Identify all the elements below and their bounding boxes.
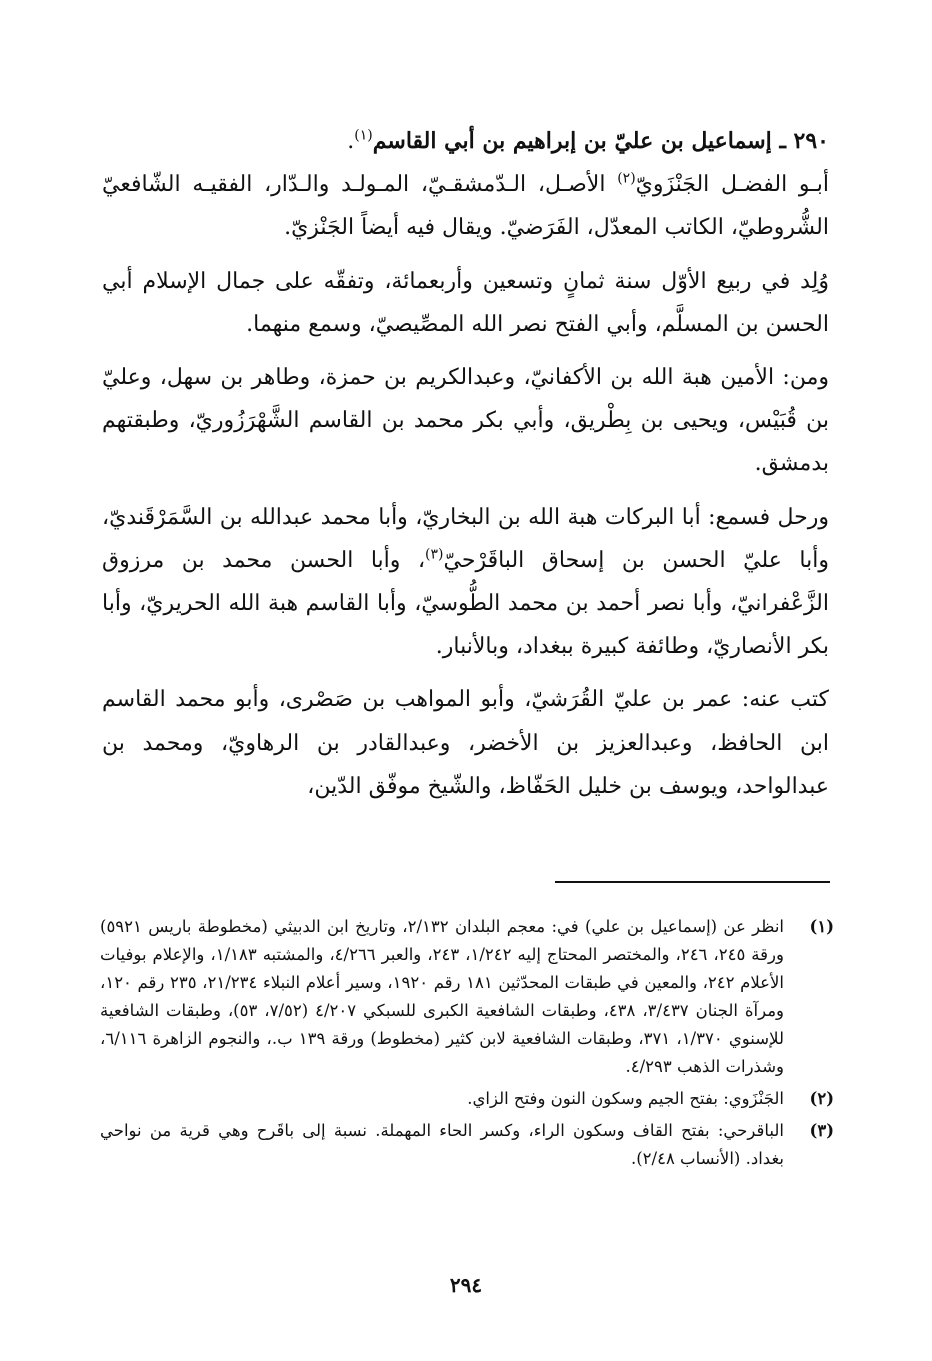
- paragraph-4: [102, 496, 829, 669]
- paragraph-1-rest: الأصـل، الـدّمشقـيّ، المـولـد والـدّار، الفقيـه الشّافعيّ الشُّروطيّ، الكاتب المعدّل، الفَرَضيّ. ويقال فيه أيضاً الجَنْزيّ.: [102, 172, 829, 241]
- footnote-text: الجَنْزَوي: بفتح الجيم وسكون النون وفتح الزاي.: [467, 1089, 784, 1108]
- footnote-2: [100, 1085, 834, 1113]
- page-number: ٢٩٤: [449, 1273, 483, 1297]
- footnote-1: [100, 913, 834, 1081]
- footnote-text: انظر عن (إسماعيل بن علي) في: معجم البلدان ٢/١٣٢، وتاريخ ابن الدبيثي (مخطوطة باريس ٥٩٢١) ورقة ٢٤٥، ٢٤٦، والمختصر المحتاج إليه ١/٢٤٢، ٢٤٣، والعبر ٤/٢٦٦، والمشتبه ١/١٨٣، والإعلام بوفيات الأعلام ٢٤٢، والمعين في طبقات المحدّثين ١٨١ رقم ١٩٢٠، وسير أعلام النبلاء ٢١/٢٣٤، ٢٣٥ رقم ١٢٠، ومرآة الجنان ٣/٤٣٧، ٤٣٨، وطبقات الشافعية الكبرى للسبكي ٤/٢٠٧ (٧/٥٢، ٥٣)، وطبقات الشافعية للإسنوي ١/٣٧٠، ٣٧١، وطبقات الشافعية لابن كثير (مخطوط) ورقة ١٣٩ ب.، والنجوم الزاهرة ٦/١١٦، وشذرات الذهب ٤/٢٩٣.: [100, 917, 785, 1076]
- footnote-ref-3: (٣): [425, 546, 444, 563]
- paragraph-4-rest: ، وأبا الحسن محمد بن مرزوق الزَّعْفرانيّ، وأبا نصر أحمد بن محمد الطُّوسيّ، وأبا القاسم هبة الله الحريريّ، وأبا بكر الأنصاريّ، وطائفة كبيرة ببغداد، وبالأنبار.: [102, 547, 829, 660]
- paragraph-4-start: ورحل فسمع: أبا البركات هبة الله بن البخاريّ، وأبا محمد عبدالله بن السَّمَرْقَنديّ، وأبا عليّ الحسن بن إسحاق الباقَرْحيّ: [102, 504, 829, 573]
- footnote-number: (٢): [809, 1089, 834, 1108]
- footnote-number: (١): [809, 917, 834, 936]
- paragraph-2: وُلِد في ربيع الأوّل سنة ثمانٍ وتسعين وأربعمائة، وتفقّه على جمال الإسلام أبي الحسن بن المسلَّم، وأبي الفتح نصر الله المصِّيصيّ، وسمع منهما.: [102, 268, 829, 337]
- footnote-ref-2: (٢): [617, 170, 636, 187]
- entry-title: ٢٩٠ ـ إسماعيل بن عليّ بن إبراهيم بن أبي القاسم: [372, 128, 829, 154]
- main-text: [102, 120, 829, 808]
- paragraph-1-start: أبـو الفضـل الجَنْزَويّ: [635, 172, 829, 198]
- entry-heading: [102, 120, 829, 163]
- paragraph-3: ومن: الأمين هبة الله بن الأكفانيّ، وعبدالكريم بن حمزة، وطاهر بن سهل، وعليّ بن قُبَيْس، ويحيى بن بِطْريق، وأبي بكر محمد بن القاسم الشَّهْرَزُوريّ، وطبقتهم بدمشق.: [102, 365, 829, 477]
- heading-end: .: [347, 129, 355, 154]
- footnotes: [100, 913, 834, 1177]
- footnote-ref-1: (١): [354, 127, 373, 144]
- footnote-text: الباقرحي: بفتح القاف وسكون الراء، وكسر الحاء المهملة. نسبة إلى باقَرح وهي قرية من نواحي بغداد. (الأنساب ٢/٤٨).: [100, 1121, 784, 1168]
- paragraph-1: [102, 163, 829, 249]
- footnote-divider: [555, 881, 830, 883]
- paragraph-5: كتب عنه: عمر بن عليّ القُرَشيّ، وأبو المواهب بن صَصْرى، وأبو محمد القاسم ابن الحافظ، وعبدالعزيز بن الأخضر، وعبدالقادر بن الرهاويّ، ومحمد بن عبدالواحد، ويوسف بن خليل الحَفّاظ، والشّيخ موفّق الدّين،: [102, 687, 829, 799]
- footnote-3: [100, 1117, 834, 1173]
- footnote-number: (٣): [809, 1121, 834, 1140]
